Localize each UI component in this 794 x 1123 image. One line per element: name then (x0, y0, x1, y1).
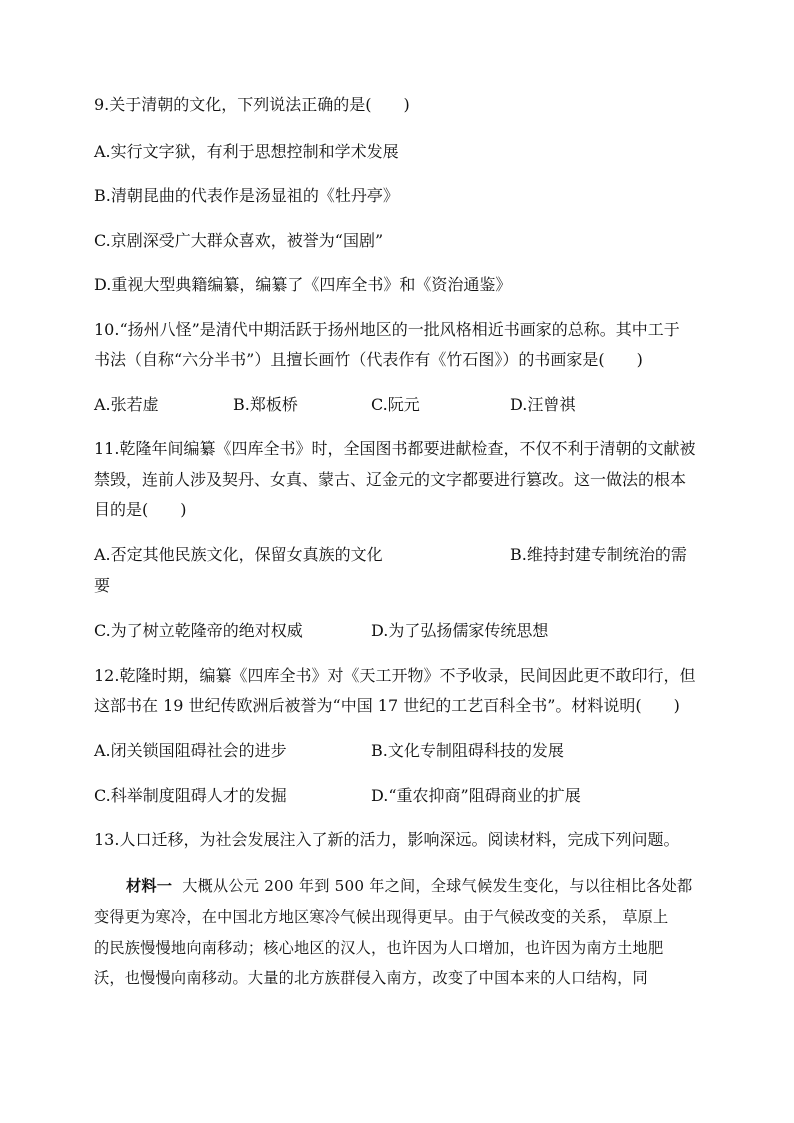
q13-material-line1 (126, 876, 692, 896)
q13-stem: 13.人口迁移，为社会发展注入了新的活力，影响深远。阅读材料，完成下列问题。 (94, 830, 680, 849)
q11-option-c: C.为了树立乾隆帝的绝对权威 (94, 621, 303, 640)
q13-material-line2: 变得更为寒冷，在中国北方地区寒冷气候出现得更早。由于气候改变的关系， 草原上 (94, 908, 669, 926)
q9-stem: 9.关于清朝的文化，下列说法正确的是( ) (94, 95, 410, 114)
q12-option-c: C.科举制度阻碍人才的发掘 (94, 786, 287, 805)
material-text-line1: 大概从公元 200 年到 500 年之间，全球气候发生变化，与以往相比各处都 (182, 877, 693, 895)
q13-material-line4: 沃，也慢慢向南移动。大量的北方族群侵入南方，改变了中国本来的人口结构，同 (94, 969, 648, 987)
q11-option-d: D.为了弘扬儒家传统思想 (371, 621, 549, 640)
q10-option-d: D.汪曾祺 (510, 395, 576, 414)
q11-option-a: A.否定其他民族文化，保留女真族的文化 (94, 545, 383, 564)
q10-stem-line1: 10.“扬州八怪”是清代中期活跃于扬州地区的一批风格相近书画家的总称。其中工于 (94, 320, 680, 339)
q12-option-a: A.闭关锁国阻碍社会的进步 (94, 741, 287, 760)
q12-stem-line2: 这部书在 19 世纪传欧洲后被誉为“中国 17 世纪的工艺百科全书”。材料说明( ) (94, 696, 680, 715)
q12-option-b: B.文化专制阻碍科技的发展 (371, 741, 564, 760)
q13-material-line3: 的民族慢慢地向南移动；核心地区的汉人，也许因为人口增加，也许因为南方土地肥 (94, 939, 664, 957)
q9-option-b: B.清朝昆曲的代表作是汤显祖的《牡丹亭》 (94, 186, 399, 205)
q11-stem-line3: 目的是( ) (94, 500, 187, 519)
q9-option-a: A.实行文字狱，有利于思想控制和学术发展 (94, 142, 399, 161)
q9-option-d: D.重视大型典籍编纂，编纂了《四库全书》和《资治通鉴》 (94, 275, 512, 294)
q9-option-c: C.京剧深受广大群众喜欢，被誉为“国剧” (94, 231, 384, 250)
q11-stem-line2: 禁毁，连前人涉及契丹、女真、蒙古、辽金元的文字都要进行篡改。这一做法的根本 (94, 470, 687, 489)
q10-option-a: A.张若虚 (94, 395, 159, 414)
material-label: 材料一 (126, 877, 173, 895)
q11-option-b: B.维持封建专制统治的需 (510, 545, 687, 564)
q10-option-c: C.阮元 (371, 395, 420, 414)
q12-stem-line1: 12.乾隆时期，编纂《四库全书》对《天工开物》不予收录，民间因此更不敢印行，但 (94, 666, 696, 685)
q11-option-b-continuation: 要 (94, 576, 111, 595)
q11-stem-line1: 11.乾隆年间编纂《四库全书》时，全国图书都要进献检查，不仅不利于清朝的文献被 (94, 439, 696, 458)
q12-option-d: D.“重农抑商”阻碍商业的扩展 (371, 786, 581, 805)
q10-option-b: B.郑板桥 (233, 395, 298, 414)
q10-stem-line2: 书法（自称“六分半书”）且擅长画竹（代表作有《竹石图》）的书画家是( ) (94, 350, 643, 369)
